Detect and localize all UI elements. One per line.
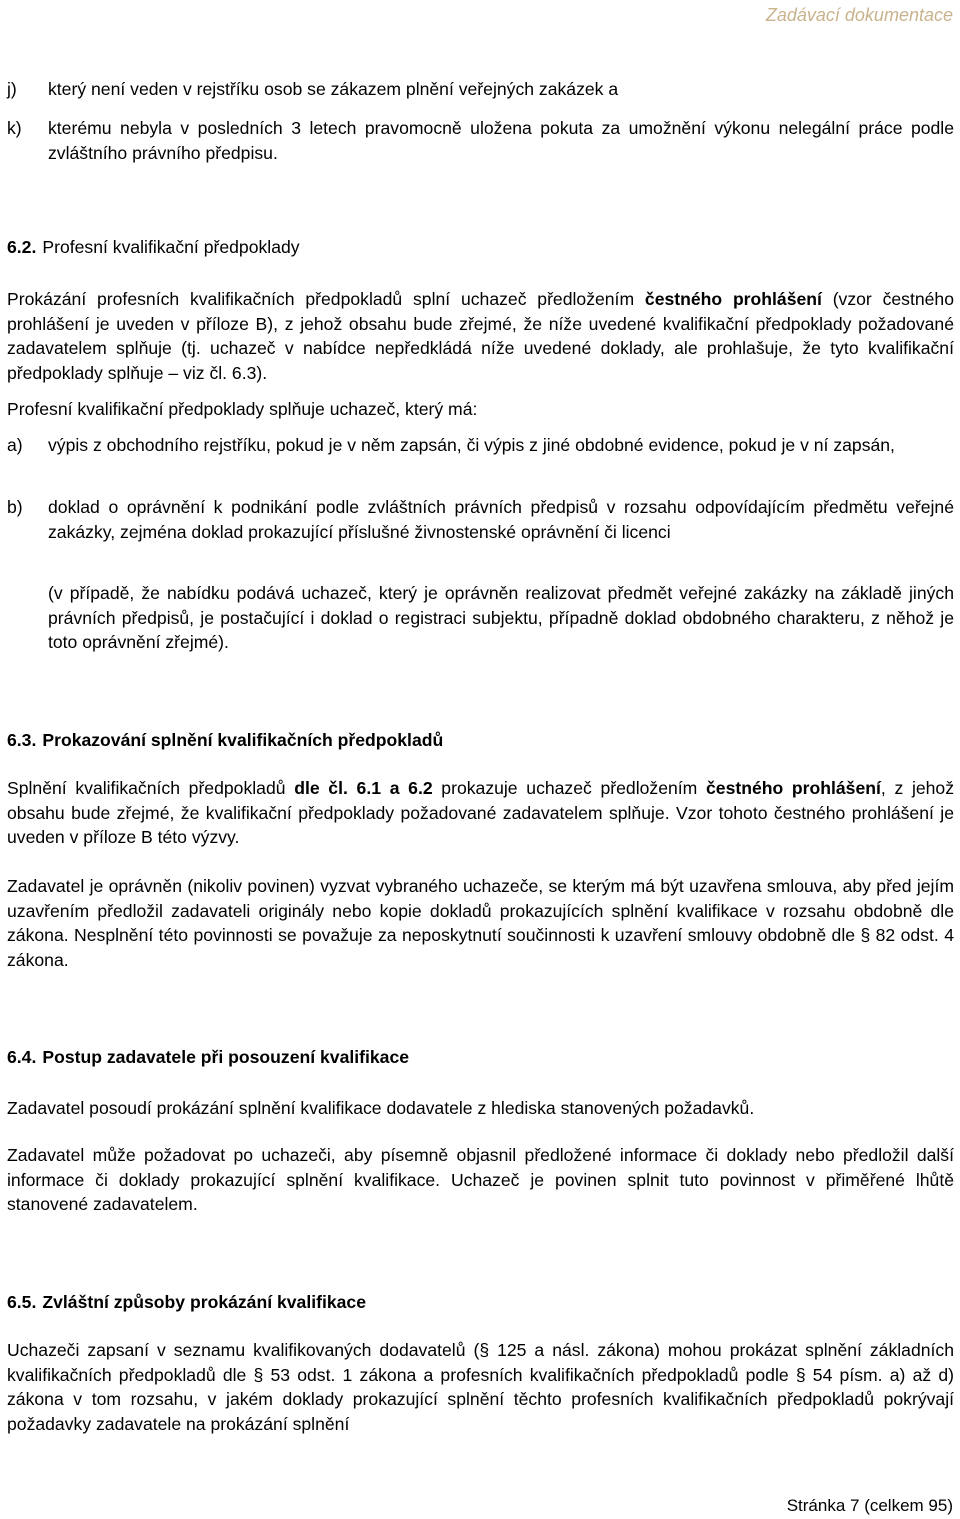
list-label: k)	[7, 118, 22, 138]
text-run: Splnění kvalifikačních předpokladů	[7, 778, 295, 798]
paragraph: Profesní kvalifikační předpoklady splňuje uchazeč, který má:	[7, 399, 478, 419]
section-number: 6.4.	[7, 1047, 37, 1067]
text-run: Prokázání profesních kvalifikačních předpokladů splní uchazeč předložením	[7, 289, 645, 309]
section-title: Zvláštní způsoby prokázání kvalifikace	[42, 1292, 367, 1312]
list-item-j	[7, 77, 954, 102]
paragraph: Zadavatel může požadovat po uchazeči, aby písemně objasnil předložené informace či doklady nebo předložil další informace či doklady prokazující splnění kvalifikace. Uchazeč je povinen splnit tuto povinnost v přiměřené lhůtě stanovené zadavatelem.	[7, 1145, 954, 1214]
document-header-title: Zadávací dokumentace	[765, 5, 953, 25]
paragraph: Zadavatel je oprávněn (nikoliv povinen) vyzvat vybraného uchazeče, se kterým má být uzavřena smlouva, aby před jejím uzavřením předložil zadavateli originály nebo kopie dokladů prokazujících splnění kvalifikace v rozsahu obdobně dle zákona. Nesplnění této povinnosti se považuje za neposkytnutí součinnosti k uzavření smlouvy obdobně dle § 82 odst. 4 zákona.	[7, 876, 954, 970]
list-label: a)	[7, 435, 23, 455]
text-run: (vzor čestného prohlášení je uveden v příloze B), z jehož obsahu bude zřejmé, že níže uvedené kvalifikační předpoklady požadované zadavatelem splňuje (tj. uchazeč v nabídce nepředkládá níže uvedené doklady, ale prohlašuje, že tyto kvalifikační předpoklady splňuje – viz čl. 6.3).	[7, 289, 954, 383]
section-title: Prokazování splnění kvalifikačních předpokladů	[42, 730, 444, 750]
section-heading-6-2	[7, 235, 300, 259]
section-heading-6-5	[7, 1290, 366, 1314]
list-label: j)	[7, 79, 17, 99]
page-number-footer: Stránka 7 (celkem 95)	[786, 1496, 953, 1515]
section-heading-6-4	[7, 1045, 409, 1069]
text-run: , z jehož obsahu bude zřejmé, že kvalifikační předpoklady požadované zadavatelem splňuje. Vzor tohoto čestného prohlášení je uveden v příloze B této výzvy.	[7, 778, 955, 847]
section-heading-6-3	[7, 728, 443, 752]
list-item-b	[7, 495, 954, 544]
list-item-a	[7, 433, 954, 458]
text-run: prokazuje uchazeč předložením	[432, 778, 706, 798]
section-number: 6.3.	[7, 730, 37, 750]
paragraph	[7, 287, 954, 385]
section-number: 6.2.	[7, 237, 37, 257]
bold-run: čestného prohlášení	[644, 289, 822, 309]
paragraph: Zadavatel posoudí prokázání splnění kvalifikace dodavatele z hlediska stanovených požadavků.	[7, 1098, 755, 1118]
section-title: Postup zadavatele při posouzení kvalifikace	[42, 1047, 410, 1067]
list-text: kterému nebyla v posledních 3 letech pravomocně uložena pokuta za umožnění výkonu nelegální práce podle zvláštního právního předpisu.	[48, 118, 954, 163]
list-text: doklad o oprávnění k podnikání podle zvláštních právních předpisů v rozsahu odpovídajícím předmětu veřejné zakázky, zejména doklad prokazující příslušné živnostenské oprávnění či licenci	[48, 497, 954, 542]
list-text: který není veden v rejstříku osob se zákazem plnění veřejných zakázek a	[48, 79, 619, 99]
list-item-k	[7, 116, 954, 165]
paragraph	[7, 776, 954, 850]
bold-run: dle čl. 6.1 a 6.2	[294, 778, 433, 798]
list-label: b)	[7, 497, 23, 517]
list-text: výpis z obchodního rejstříku, pokud je v něm zapsán, či výpis z jiné obdobné evidence, pokud je v ní zapsán,	[48, 435, 895, 455]
list-note: (v případě, že nabídku podává uchazeč, který je oprávněn realizovat předmět veřejné zakázky na základě jiných právních předpisů, je postačující i doklad o registraci subjektu, případně doklad obdobného charakteru, z něhož je toto oprávnění zřejmé).	[48, 583, 954, 652]
section-number: 6.5.	[7, 1292, 37, 1312]
section-title: Profesní kvalifikační předpoklady	[42, 237, 300, 257]
paragraph: Uchazeči zapsaní v seznamu kvalifikovaných dodavatelů (§ 125 a násl. zákona) mohou prokázat splnění základních kvalifikačních předpokladů dle § 53 odst. 1 zákona a profesních kvalifikačních předpokladů podle § 54 písm. a) až d) zákona v tom rozsahu, v jakém doklady prokazující splnění těchto profesních kvalifikačních předpokladů pokrývají požadavky zadavatele na prokázání splnění	[7, 1340, 954, 1434]
bold-run: čestného prohlášení	[706, 778, 881, 798]
